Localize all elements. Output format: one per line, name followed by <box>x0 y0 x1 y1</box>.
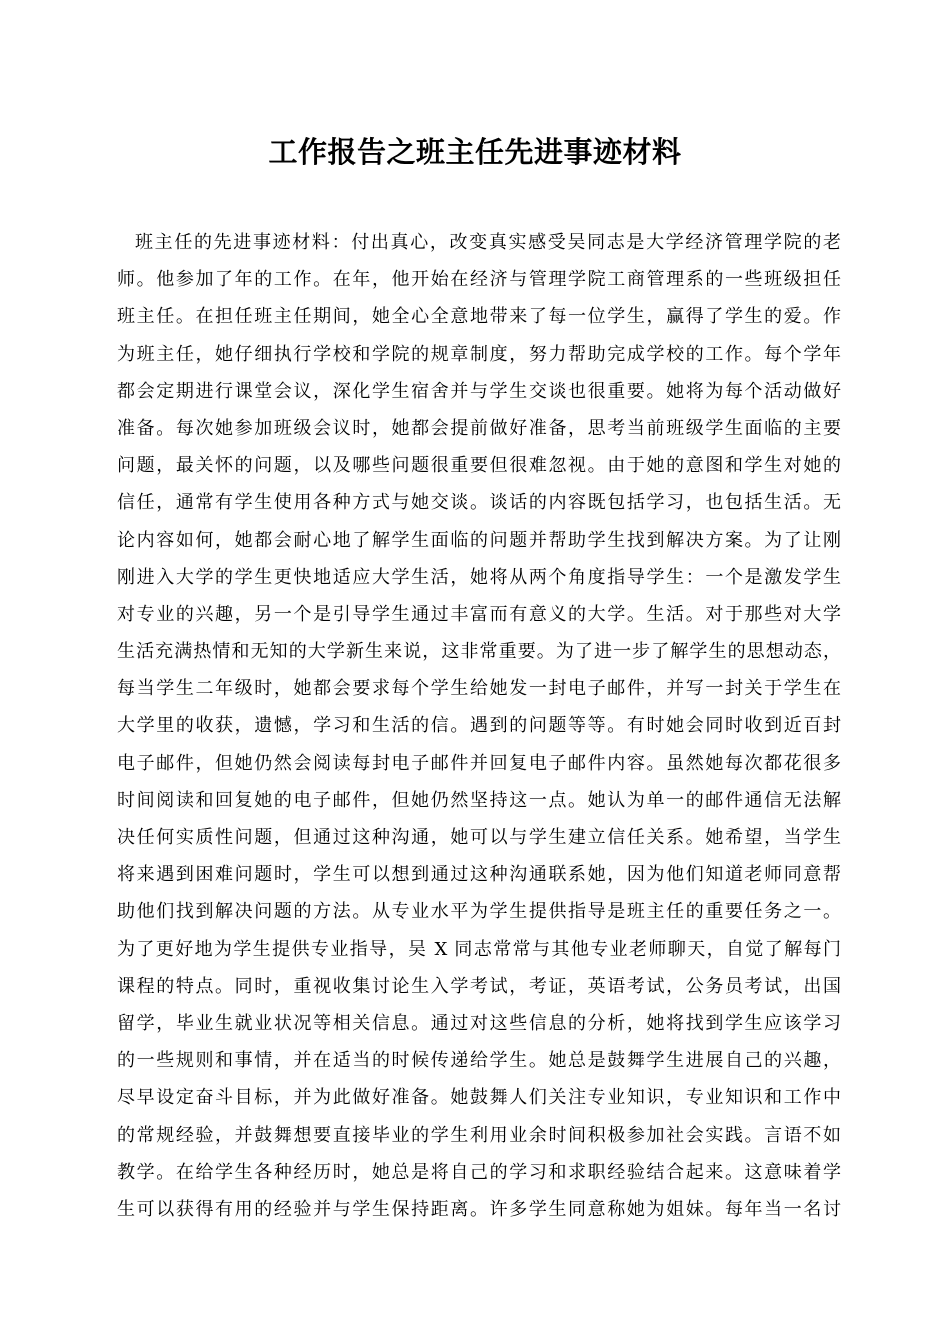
body-text-line: 留学，毕业生就业状况等相关信息。通过对这些信息的分析，她将找到学生应该学习 <box>117 1012 841 1034</box>
body-text-line: 时间阅读和回复她的电子邮件，但她仍然坚持这一点。她认为单一的邮件通信无法解 <box>117 789 841 811</box>
body-text-line: 班主任。在担任班主任期间，她全心全意地带来了每一位学生，赢得了学生的爱。作 <box>117 306 841 328</box>
body-text-line: 生活充满热情和无知的大学新生来说，这非常重要。为了进一步了解学生的思想动态， <box>117 641 841 663</box>
body-text-line: 班主任的先进事迹材料：付出真心，改变真实感受吴同志是大学经济管理学院的老 <box>135 232 841 253</box>
body-text-line: 都会定期进行课堂会议，深化学生宿舍并与学生交谈也很重要。她将为每个活动做好 <box>117 380 841 402</box>
body-text-line: 为班主任，她仔细执行学校和学院的规章制度，努力帮助完成学校的工作。每个学年 <box>117 343 841 365</box>
body-text-line: 的常规经验，并鼓舞想要直接毕业的学生利用业余时间积极参加社会实践。言语不如 <box>117 1124 841 1146</box>
body-text-line: 课程的特点。同时，重视收集讨论生入学考试，考证，英语考试，公务员考试，出国 <box>117 975 841 997</box>
body-text-line: 尽早设定奋斗目标，并为此做好准备。她鼓舞人们关注专业知识，专业知识和工作中 <box>117 1087 841 1109</box>
body-text-line: 决任何实质性问题，但通过这种沟通，她可以与学生建立信任关系。她希望，当学生 <box>117 827 841 848</box>
body-text-line: 刚进入大学的学生更快地适应大学生活，她将从两个角度指导学生：一个是激发学生 <box>117 566 841 588</box>
body-text-line: 准备。每次她参加班级会议时，她都会提前做好准备，思考当前班级学生面临的主要 <box>117 417 841 439</box>
body-text-line: 论内容如何，她都会耐心地了解学生面临的问题并帮助学生找到解决方案。为了让刚 <box>117 529 841 551</box>
body-text-line: 对专业的兴趣，另一个是引导学生通过丰富而有意义的大学。生活。对于那些对大学 <box>117 603 841 625</box>
body-text-line: 电子邮件，但她仍然会阅读每封电子邮件并回复电子邮件内容。虽然她每次都花很多 <box>117 752 841 774</box>
body-text-line: 将来遇到困难问题时，学生可以想到通过这种沟通联系她，因为他们知道老师同意帮 <box>117 864 841 886</box>
body-text-line: 为了更好地为学生提供专业指导，吴 X 同志常常与其他专业老师聊天，自觉了解每门 <box>117 938 841 960</box>
document-body <box>117 224 841 1228</box>
body-text-line: 师。他参加了年的工作。在年，他开始在经济与管理学院工商管理系的一些班级担任 <box>117 269 841 291</box>
document-title: 工作报告之班主任先进事迹材料 <box>268 135 682 169</box>
body-text-line: 生可以获得有用的经验并与学生保持距离。许多学生同意称她为姐妹。每年当一名讨 <box>117 1198 841 1220</box>
body-text-line: 助他们找到解决问题的方法。从专业水平为学生提供指导是班主任的重要任务之一。 <box>117 901 841 923</box>
body-text-line: 问题，最关怀的问题，以及哪些问题很重要但很难忽视。由于她的意图和学生对她的 <box>117 455 841 477</box>
body-text-line: 教学。在给学生各种经历时，她总是将自己的学习和求职经验结合起来。这意味着学 <box>117 1161 841 1183</box>
body-text-line: 信任，通常有学生使用各种方式与她交谈。谈话的内容既包括学习，也包括生活。无 <box>117 492 841 514</box>
body-text-line: 大学里的收获，遗憾，学习和生活的信。遇到的问题等等。有时她会同时收到近百封 <box>117 715 841 737</box>
body-text-line: 的一些规则和事情，并在适当的时候传递给学生。她总是鼓舞学生进展自己的兴趣， <box>117 1050 841 1072</box>
body-text-line: 每当学生二年级时，她都会要求每个学生给她发一封电子邮件，并写一封关于学生在 <box>117 678 841 700</box>
